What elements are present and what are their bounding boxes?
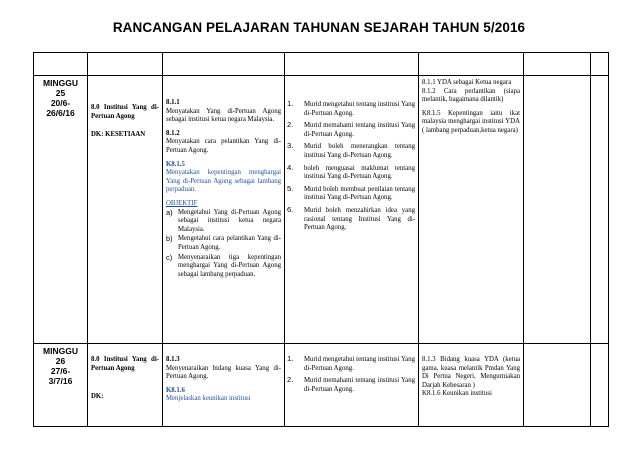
value-label: DK: KESETIAAN [91,131,146,139]
unit-cell [88,76,163,344]
standard-cell: 8.1.1 Menyatakan Yang di-Pertuan Agong sebagai institusi ketua negara Malaysia. 8.1.2 Menyatakan cara pelantikan Yang di-Pertuan Agong. K8.1.5 Menyatakan kepentingan menghargai Yang di-Pertuan Agong sebagai lambang perpaduan. OBJEKTIF a) Mengetahui Yang di-Pertuan Agong sebagai institusi ketua negara Malaysia. b) Mengetahui cara pelantikan Yang di-Pertuan Agong. c) Menyenaraikan tiga kepentingan menghargai Yang di-Pertuan Agong sebagai lambang perpaduan. [163,76,285,344]
objective-heading: OBJEKTIF [166,199,198,207]
list-item: 1. Murid mengetahui tentang institusi Yang di-Pertuan Agong. [287,354,415,372]
lesson-plan-table [33,52,609,427]
list-item: 5. Murid boleh membuat penilaian tentang institusi Yang di-Pertuan Agong. [287,183,415,202]
activity-list [287,356,415,394]
list-item: 4. boleh menguasai maklumat tentang institusi Yang di-Pertuan Agong. [287,162,415,181]
header-row [34,53,609,76]
list-item: 1. Murid mengetahui tentang institusi Yang di-Pertuan Agong. [287,99,415,117]
list-item: 6. Murid boleh menzahirkan idea yang rasional tentang Institusi Yang di-Pertuan Agong. [287,204,415,232]
extra-cell [591,76,609,344]
unit-title: 8.0 Institusi Yang di-Pertuan Agong [91,104,159,120]
list-item: 2. Murid memahami tentang institusi Yang di-Pertuan Agong. [287,120,415,138]
learning-outcome-cell: 8.1.1 YDA sebagai Ketua negara 8.1.2 Cara perlantikan (siapa melantik, bagaimana dilantik) K8.1.5 Kepentingan iaitu ikat malaysia menghargai institusi YDA ( lambang perpaduan,ketua negara) [419,76,524,344]
activity-list [287,101,415,233]
standard-cell: 8.1.3 Menyenaraikan bidang kuasa Yang di-Pertuan Agong. K8.1.6 Menjelaskan keunikan institusi [163,344,285,427]
week-cell: MINGGU 25 20/6- 26/6/16 [34,76,88,344]
list-item: a) Mengetahui Yang di-Pertuan Agong sebagai institusi ketua negara Malaysia. [166,207,281,233]
list-item: c) Menyenaraikan tiga kepentingan menghargai Yang di-Pertuan Agong sebagai lambang perpaduan. [166,252,281,278]
list-item: b) Mengetahui cara pelantikan Yang di-Pertuan Agong. [166,234,281,251]
table-row [34,344,609,427]
activity-cell [285,76,419,344]
notes-cell [524,344,591,427]
value-label: DK: [91,393,104,401]
notes-cell [524,76,591,344]
unit-title: 8.0 Institusi Yang di-Pertuan Agong [91,356,159,372]
extra-cell [591,344,609,427]
week-cell: MINGGU 26 27/6- 3/7/16 [34,344,88,427]
list-item: 3. Murid boleh menerangkan tentang institusi Yang di-Pertuan Agong. [287,141,415,159]
unit-cell [88,344,163,427]
objective-list [166,209,281,280]
list-item: 2. Murid memahami tentang institusi Yang di-Pertuan Agong. [287,375,415,393]
activity-cell [285,344,419,427]
page-title: RANCANGAN PELAJARAN TAHUNAN SEJARAH TAHUN 5/2016 [112,20,526,35]
table-row [34,76,609,344]
learning-outcome-cell: 8.1.3 Bidang kuasa YDA (ketua gama, kuasa melantik Pmdan Yang Di Pertua Negeri, Mengurniakan Darjah Kebesaran ) K8.1.6 Keunikan institusi [419,344,524,427]
